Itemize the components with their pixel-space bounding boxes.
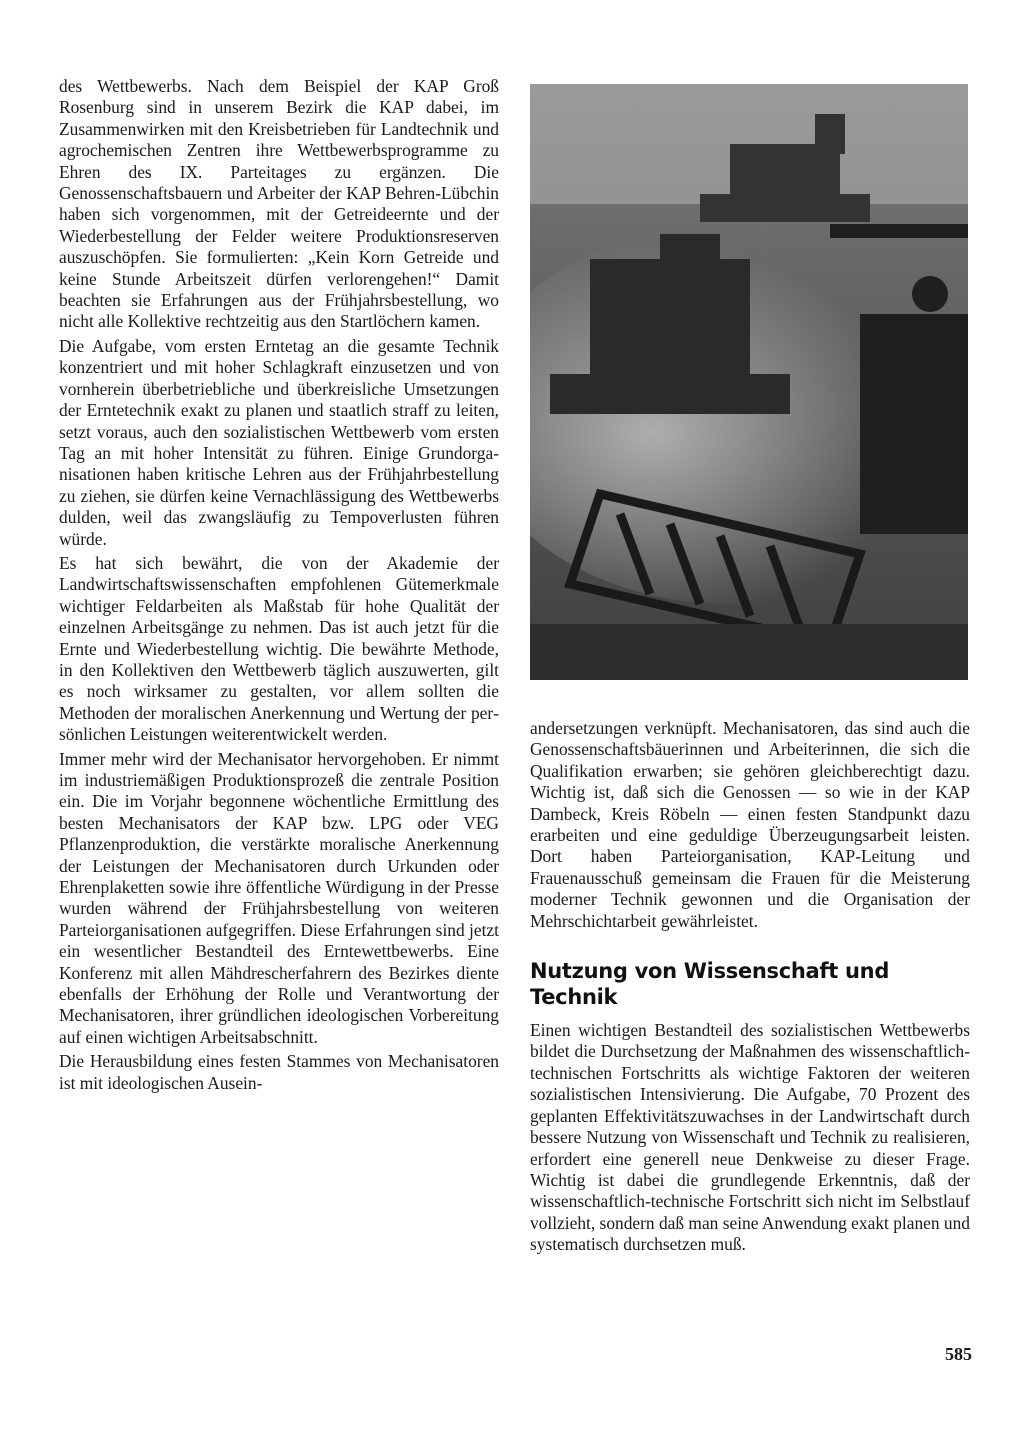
section-heading: Nutzung von Wissenschaft und Technik xyxy=(530,959,890,1010)
left-text-column xyxy=(59,76,499,1094)
combine-harvester-photo xyxy=(530,84,968,680)
page-number: 585 xyxy=(945,1344,972,1364)
paragraph: Immer mehr wird der Mechanisator hervorgehoben. Er nimmt im industriemäßigen Produktionsprozeß die zentrale Position ein. Die im Vorjahr begonnene wöchentliche Ermittlung des besten Mechanisators der KAP bzw. LPG oder VEG Pflanzenproduktion, die verstärkte moralische Anerkennung der Leistungen der Mechanisatoren durch Urkunden oder Ehrenplaketten sowie ihre öffentliche Würdigung in der Presse wurden während der Frühjahrsbestellung von weiteren Parteiorganisationen aufgegriffen. Diese Erfahrungen sind jetzt ein wesentlicher Bestandteil des Erntewettbewerbs. Eine Konferenz mit allen Mähdrescherfahrern des Bezirkes diente ebenfalls der Erhöhung der Rolle und Verantwortung der Mechanisatoren, ihrer gründlichen ideologischen Vorbereitung auf einen wichtigen Arbeitsabschnitt. xyxy=(59,748,499,1047)
paragraph: Die Herausbildung eines festen Stammes von Mechanisatoren ist mit ideologischen Ausein- xyxy=(59,1051,499,1093)
right-text-column xyxy=(530,718,970,1256)
photo-illustration xyxy=(530,84,968,680)
paragraph: andersetzungen verknüpft. Mechanisatoren, das sind auch die Genossenschaftsbäuerinnen und Arbeiterinnen, die sich die Qualifikation erwarben; sie gehören gleichberechtigt dazu. Wichtig ist, daß sich die Genossen — so wie in der KAP Dambeck, Kreis Röbeln — einen festen Standpunkt dazu erarbeiten und eine geduldige Überzeugungsarbeit leisten. Dort haben Parteiorganisation, KAP-Leitung und Frauenausschuß gemeinsam die Frauen für die Meisterung moderner Technik gewonnen und die Organisation der Mehrschichtarbeit gewährleistet. xyxy=(530,718,970,931)
paragraph: Einen wichtigen Bestandteil des sozialistischen Wettbewerbs bildet die Durchsetzung der Maßnahmen des wissenschaftlich-technischen Fortschritts als wichtige Faktoren der weiteren sozialistischen Intensivierung. Die Aufgabe, 70 Prozent des geplanten Effektivitätszuwachses in der Landwirtschaft durch bessere Nutzung von Wissenschaft und Technik zu realisieren, erfordert eine generell neue Denkweise zu dieser Frage. Wichtig ist dabei die grundlegende Erkenntnis, daß der wissenschaftlich-technische Fortschritt sich nicht im Selbstlauf vollzieht, sondern daß man seine Anwendung exakt planen und systematisch durchsetzen muß. xyxy=(530,1020,970,1255)
paragraph: des Wettbewerbs. Nach dem Beispiel der KAP Groß Rosenburg sind in unserem Bezirk die KAP dabei, im Zusammenwirken mit den Kreisbetrieben für Landtechnik und agrochemischen Zentren ihre Wettbewerbsprogramme zu Ehren des IX. Parteitages zu ergänzen. Die Genossenschaftsbauern und Arbeiter der KAP Behren-Lübchin haben sich vorgenommen, mit der Getreideernte und der Wiederbestellung der Felder weitere Produktionsreserven auszuschöpfen. Sie formulierten: „Kein Korn Getreide und keine Stunde Arbeitszeit dürfen verlorengehen!“ Damit beachten sie Erfahrungen aus der Frühjahrsbestellung, wo nicht alle Kollektive rechtzeitig aus den Startlöchern kamen. xyxy=(59,76,499,332)
paragraph: Es hat sich bewährt, die von der Akademie der Landwirtschaftswissenschaften empfohlenen Gütemerkmale wichtiger Feldarbeiten als Maßstab für hohe Qualität der einzelnen Arbeitsgänge zu nehmen. Das ist auch jetzt für die Ernte und Wiederbestellung wichtig. Die bewährte Methode, in den Kollektiven den Wettbewerb täglich auszuwerten, gilt es noch wirksamer zu gestalten, vor allem sollten die Methoden der moralischen Anerkennung und Wertung der persönlichen Leistungen weiterentwickelt werden. xyxy=(59,552,499,745)
paragraph: Die Aufgabe, vom ersten Erntetag an die gesamte Technik konzentriert und mit hoher Schlagkraft einzusetzen und von vornherein überbetriebliche und überkreisliche Umsetzungen der Erntetechnik exakt zu planen und staatlich straff zu leiten, setzt voraus, auch den sozialistischen Wettbewerb vom ersten Tag an mit hoher Intensität zu führen. Einige Grundorganisationen haben kritische Lehren aus der Frühjahrbestellung zu ziehen, sie dürfen keine Vernachlässigung des Wettbewerbs dulden, weil das zwangsläufig zu Tempoverlusten führen würde. xyxy=(59,335,499,549)
